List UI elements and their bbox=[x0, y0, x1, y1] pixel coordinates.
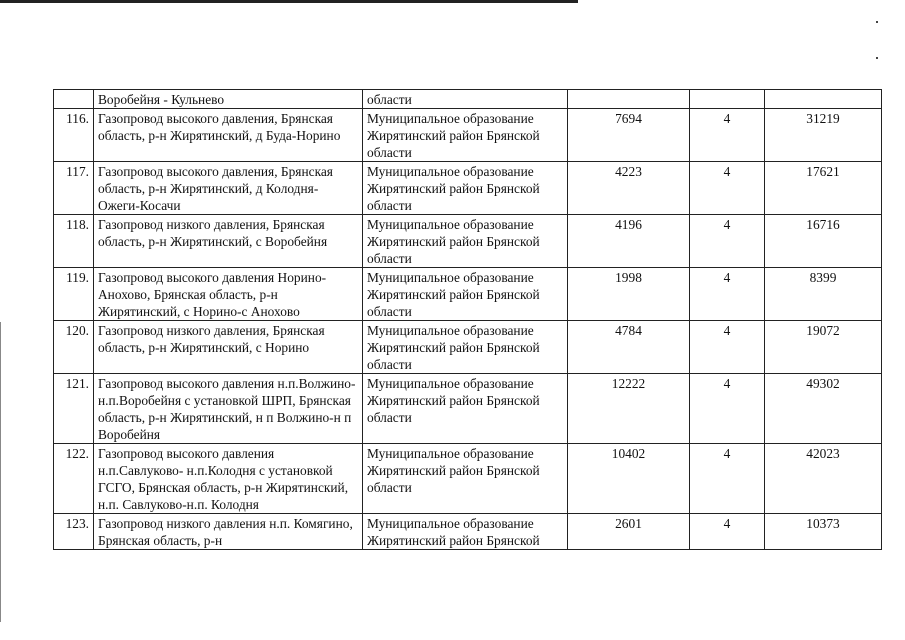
pipeline-name: Газопровод низкого давления н.п. Комягино, Брянская область, р-н bbox=[94, 514, 363, 550]
row-number: 123. bbox=[54, 514, 94, 550]
row-number: 122. bbox=[54, 444, 94, 514]
owner-name: Муниципальное образование Жирятинский район Брянской области bbox=[363, 109, 568, 162]
cost-value: 49302 bbox=[765, 374, 882, 444]
scan-left-edge bbox=[0, 322, 1, 622]
owner-name: Муниципальное образование Жирятинский район Брянской области bbox=[363, 162, 568, 215]
pipeline-length: 4223 bbox=[568, 162, 690, 215]
category-value: 4 bbox=[690, 215, 765, 268]
owner-name: Муниципальное образование Жирятинский район Брянской области bbox=[363, 215, 568, 268]
scan-dot bbox=[876, 57, 878, 59]
pipeline-name: Газопровод высокого давления н.п.Волжино- н.п.Воробейня с установкой ШРП, Брянская область, р-н Жирятинский, н п Волжино-н п Воробейня bbox=[94, 374, 363, 444]
cost-value: 31219 bbox=[765, 109, 882, 162]
category-value: 4 bbox=[690, 374, 765, 444]
category-value: 4 bbox=[690, 514, 765, 550]
row-number: 119. bbox=[54, 268, 94, 321]
table-row bbox=[54, 109, 882, 162]
pipeline-length: 12222 bbox=[568, 374, 690, 444]
cost-value: 17621 bbox=[765, 162, 882, 215]
table-row bbox=[54, 514, 882, 550]
owner-name: Муниципальное образование Жирятинский район Брянской bbox=[363, 514, 568, 550]
table-row bbox=[54, 374, 882, 444]
row-number: 120. bbox=[54, 321, 94, 374]
scan-dot bbox=[876, 21, 878, 23]
category-value: 4 bbox=[690, 109, 765, 162]
owner-name: Муниципальное образование Жирятинский район Брянской области bbox=[363, 321, 568, 374]
cost-value: 42023 bbox=[765, 444, 882, 514]
gas-pipeline-table bbox=[53, 89, 882, 550]
row-number: 118. bbox=[54, 215, 94, 268]
pipeline-name: Газопровод высокого давления н.п.Савлуково- н.п.Колодня с установкой ГСГО, Брянская область, р-н Жирятинский, н.п. Савлуково-н.п. Колодня bbox=[94, 444, 363, 514]
table-row bbox=[54, 321, 882, 374]
category-value: 4 bbox=[690, 268, 765, 321]
owner-name: Муниципальное образование Жирятинский район Брянской области bbox=[363, 444, 568, 514]
table-row bbox=[54, 162, 882, 215]
cost-value: 8399 bbox=[765, 268, 882, 321]
pipeline-name: Газопровод высокого давления Норино-Анохово, Брянская область, р-н Жирятинский, с Норино-с Анохово bbox=[94, 268, 363, 321]
cost-value: 10373 bbox=[765, 514, 882, 550]
pipeline-length: 2601 bbox=[568, 514, 690, 550]
category-value: 4 bbox=[690, 444, 765, 514]
pipeline-name: Газопровод высокого давления, Брянская область, р-н Жирятинский, д Колодня-Ожеги-Косачи bbox=[94, 162, 363, 215]
owner-name: области bbox=[363, 90, 568, 109]
row-number bbox=[54, 90, 94, 109]
pipeline-length: 4784 bbox=[568, 321, 690, 374]
pipeline-length: 7694 bbox=[568, 109, 690, 162]
row-number: 116. bbox=[54, 109, 94, 162]
table-row bbox=[54, 90, 882, 109]
pipeline-name: Газопровод низкого давления, Брянская область, р-н Жирятинский, с Норино bbox=[94, 321, 363, 374]
cost-value: 19072 bbox=[765, 321, 882, 374]
owner-name: Муниципальное образование Жирятинский район Брянской области bbox=[363, 374, 568, 444]
pipeline-length bbox=[568, 90, 690, 109]
pipeline-name: Воробейня - Кульнево bbox=[94, 90, 363, 109]
owner-name: Муниципальное образование Жирятинский район Брянской области bbox=[363, 268, 568, 321]
scan-top-rule bbox=[0, 0, 578, 3]
pipeline-length: 1998 bbox=[568, 268, 690, 321]
table-row bbox=[54, 268, 882, 321]
pipeline-name: Газопровод низкого давления, Брянская область, р-н Жирятинский, с Воробейня bbox=[94, 215, 363, 268]
cost-value: 16716 bbox=[765, 215, 882, 268]
pipeline-length: 10402 bbox=[568, 444, 690, 514]
cost-value bbox=[765, 90, 882, 109]
table-row bbox=[54, 444, 882, 514]
pipeline-name: Газопровод высокого давления, Брянская область, р-н Жирятинский, д Буда-Норино bbox=[94, 109, 363, 162]
pipeline-length: 4196 bbox=[568, 215, 690, 268]
table-row bbox=[54, 215, 882, 268]
row-number: 121. bbox=[54, 374, 94, 444]
category-value: 4 bbox=[690, 321, 765, 374]
category-value: 4 bbox=[690, 162, 765, 215]
category-value bbox=[690, 90, 765, 109]
row-number: 117. bbox=[54, 162, 94, 215]
